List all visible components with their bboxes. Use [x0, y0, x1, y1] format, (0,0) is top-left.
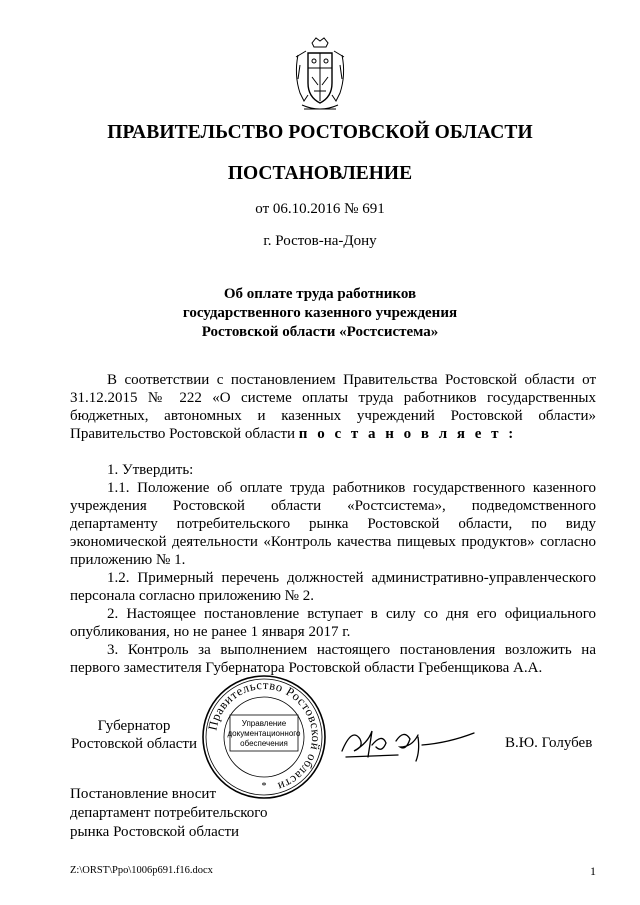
signatory-position — [70, 717, 198, 753]
signatory-name: В.Ю. Голубев — [505, 735, 593, 751]
city-line: г. Ростов-на-Дону — [263, 233, 377, 249]
document-type-title: ПОСТАНОВЛЕНИЕ — [227, 163, 413, 184]
coat-of-arms-emblem — [290, 35, 350, 115]
document-subject — [0, 285, 640, 342]
subject-line: Ростовской области «Ростсистема» — [201, 324, 439, 340]
stamp-center-line: обеспечения — [240, 739, 288, 748]
date-and-number: от 06.10.2016 № 691 — [255, 201, 385, 217]
submitter-line: Постановление вносит — [70, 786, 217, 802]
clause-2: 2. Настоящее постановление вступает в силу со дня его официального опубликования, но не ранее 1 января 2017 г. — [70, 606, 596, 640]
submitter-line: рынка Ростовской области — [70, 824, 240, 840]
clause-1: 1. Утвердить: — [107, 462, 194, 478]
document-body — [70, 371, 596, 677]
submitter-line: департамент потребительского — [70, 805, 268, 821]
handwritten-signature — [338, 717, 478, 765]
stamp-center-line: Управление — [241, 719, 287, 728]
page-number: 1 — [590, 864, 596, 878]
subject-line: Об оплате труда работников — [223, 286, 417, 302]
clause-3: 3. Контроль за выполнением настоящего постановления возложить на первого заместителя Губернатора Ростовской области Гребенщикова А.А. — [70, 642, 596, 676]
official-stamp — [200, 673, 328, 801]
stamp-center-line: документационного — [227, 729, 301, 738]
government-title: ПРАВИТЕЛЬСТВО РОСТОВСКОЙ ОБЛАСТИ — [107, 122, 533, 143]
clause-1-2: 1.2. Примерный перечень должностей административно-управленческого персонала согласно приложению № 2. — [70, 570, 596, 604]
clause-1-1: 1.1. Положение об оплате труда работников государственного казенного учреждения Ростовской области «Ростсистема», подведомственного департаменту потребительского рынка Ростовской области, по виду экономической деятельности «Контроль качества пищевых продуктов» согласно приложению № 1. — [70, 480, 596, 568]
stamp-ring-text: Правительство Ростовской области — [205, 677, 324, 794]
resolves-word: п о с т а н о в л я е т : — [298, 426, 517, 442]
position-line: Губернатор — [97, 718, 171, 734]
submitter-note — [70, 785, 268, 842]
position-line: Ростовской области — [71, 736, 197, 752]
subject-line: государственного казенного учреждения — [182, 305, 458, 321]
preamble-paragraph — [70, 371, 596, 443]
file-path-footer: Z:\ORST\Ppo\1006p691.f16.docx — [70, 865, 213, 876]
preamble-text: В соответствии с постановлением Правительства Ростовской области от 31.12.2015 № 222 «О системе оплаты труда работников государственных бюджетных, автономных и казенных учреждений Ростовской области» Правительство Ростовской области — [70, 372, 596, 442]
svg-text:*: * — [261, 781, 267, 792]
